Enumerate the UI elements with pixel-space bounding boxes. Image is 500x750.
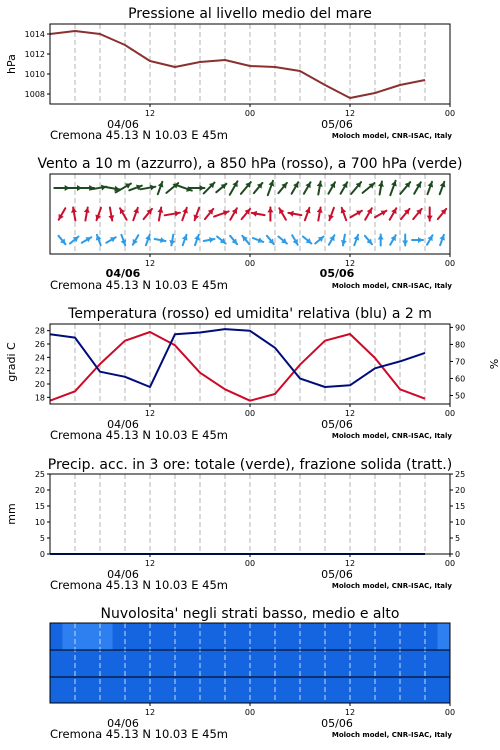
temperature-ytick-label: 28 [34, 326, 45, 336]
pressure-ytick-label: 1014 [24, 30, 45, 39]
precipitation-xtick-label: 12 [144, 559, 156, 568]
cloud-cell-basso [313, 677, 326, 703]
cloud-cell-alto [238, 623, 251, 650]
cloud-cell-medio [413, 650, 426, 677]
wind-arrow-700hpa [268, 181, 274, 195]
cloud-cell-medio [113, 650, 126, 677]
temperature-xtick-label: 00 [244, 409, 256, 418]
wind-credit: Moloch model, CNR-ISAC, Italy [331, 282, 452, 290]
wind-arrow-10m [217, 237, 226, 244]
precipitation-date-2: 05/06 [321, 568, 353, 581]
precipitation-right-ytick-label: 25 [455, 470, 466, 479]
wind-arrow-10m [412, 237, 423, 243]
cloud-cell-alto [188, 623, 201, 650]
precipitation-xtick-label: 12 [344, 559, 356, 568]
precipitation-xticks [145, 554, 455, 568]
wind-arrow-700hpa [317, 182, 323, 195]
precipitation-panel [5, 457, 465, 592]
precipitation-ytick-label: 25 [34, 470, 45, 479]
cloud-cell-alto [213, 623, 226, 650]
wind-arrow-700hpa [390, 181, 396, 195]
cloud-cell-alto [100, 623, 113, 650]
wind-arrow-850hpa [205, 209, 213, 219]
pressure-grid [75, 24, 425, 104]
pressure-yticks [25, 30, 50, 99]
cloud-cell-basso [338, 677, 351, 703]
cloud-cell-medio [250, 650, 263, 677]
cloud-cell-basso [425, 677, 438, 703]
cloud-cell-alto [413, 623, 426, 650]
temperature-ytick-label: 20 [34, 380, 45, 389]
cloud-cell-alto [438, 623, 451, 650]
precipitation-credit: Moloch model, CNR-ISAC, Italy [331, 582, 452, 590]
cloud-xtick-label: 12 [344, 708, 356, 717]
pressure-xtick-label: 12 [144, 109, 156, 118]
wind-arrow-850hpa [413, 209, 422, 219]
precipitation-ylabel: mm [5, 503, 18, 525]
temperature-yticks [35, 327, 50, 403]
cloud-cell-basso [238, 677, 251, 703]
cloud-cell-medio [400, 650, 413, 677]
cloud-cell-medio [225, 650, 238, 677]
wind-xticks [145, 254, 455, 268]
wind-arrow-head [418, 237, 423, 243]
cloud-cell-basso [300, 677, 313, 703]
temperature-date-2: 05/06 [321, 418, 353, 431]
wind-arrow-10m [106, 237, 116, 243]
cloud-location: Cremona 45.13 N 10.03 E 45m [50, 727, 228, 741]
wind-arrow-700hpa [158, 182, 164, 194]
cloud-cell-medio [200, 650, 213, 677]
wind-arrow-700hpa [341, 182, 348, 193]
wind-arrow-850hpa [288, 211, 301, 217]
precipitation-right-ytick-label: 5 [455, 534, 461, 543]
cloud-cell-basso [438, 677, 451, 703]
cloud-cell-medio [188, 650, 201, 677]
cloud-cell-basso [113, 677, 126, 703]
wind-title: Vento a 10 m (azzurro), a 850 hPa (rosso), a 700 hPa (verde) [37, 156, 463, 172]
wind-arrow-10m [133, 235, 139, 245]
cloud-cell-medio [363, 650, 376, 677]
wind-arrow-head [402, 241, 408, 246]
cloud-cell-basso [88, 677, 101, 703]
temperature-date-1: 04/06 [107, 418, 139, 431]
wind-arrow-850hpa [341, 208, 347, 220]
temperature-location: Cremona 45.13 N 10.03 E 45m [50, 428, 228, 442]
pressure-ytick-label: 1012 [24, 50, 45, 59]
cloud-cell-basso [138, 677, 151, 703]
wind-arrow-700hpa [166, 183, 178, 193]
wind-arrow-850hpa [252, 211, 265, 217]
wind-arrow-850hpa [375, 211, 386, 218]
cloud-cell-alto [50, 623, 63, 650]
wind-arrow-10m [267, 236, 274, 244]
cloud-cell-medio [163, 650, 176, 677]
humidity-ytick-label: 50 [455, 391, 466, 401]
wind-arrow-10m [82, 237, 92, 243]
wind-arrow-850hpa [317, 208, 323, 221]
cloud-cell-medio [275, 650, 288, 677]
cloud-cell-alto [113, 623, 126, 650]
wind-arrow-10m [96, 235, 102, 245]
wind-arrow-850hpa [230, 208, 237, 219]
cloud-cell-alto [200, 623, 213, 650]
temperature-line [50, 332, 425, 401]
wind-arrow-10m [278, 237, 287, 244]
cloud-cell-alto [163, 623, 176, 650]
wind-arrow-700hpa [351, 182, 361, 194]
temperature-ylabel: gradi C [5, 342, 18, 382]
pressure-xtick-label: 12 [344, 109, 356, 118]
wind-arrow-850hpa [305, 208, 311, 220]
precipitation-location: Cremona 45.13 N 10.03 E 45m [50, 578, 228, 592]
wind-arrow-700hpa [363, 183, 375, 193]
cloud-cell-medio [100, 650, 113, 677]
precipitation-title: Precip. acc. in 3 ore: totale (verde), frazione solida (tratt.) [47, 457, 453, 473]
wind-arrow-850hpa [279, 208, 286, 219]
wind-arrow-10m [70, 237, 79, 244]
pressure-ytick-label: 1010 [24, 70, 45, 79]
pressure-series [50, 31, 425, 98]
humidity-ytick-label: 90 [455, 323, 466, 333]
precipitation-right-ytick-label: 10 [455, 518, 466, 527]
temperature-xticks [145, 404, 455, 418]
wind-arrow-850hpa [390, 208, 397, 219]
precipitation-grid [75, 474, 425, 554]
wind-arrow-10m [194, 235, 200, 245]
cloud-cell-medio [425, 650, 438, 677]
cloud-cell-alto [175, 623, 188, 650]
wind-arrow-850hpa [365, 208, 372, 219]
cloud-cell-basso [325, 677, 338, 703]
humidity-ytick-label: 60 [455, 374, 466, 384]
cloud-cell-basso [225, 677, 238, 703]
cloud-cell-alto [150, 623, 163, 650]
wind-xtick-label: 00 [444, 259, 456, 268]
cloud-cell-medio [63, 650, 76, 677]
cloud-cell-alto [338, 623, 351, 650]
temperature-panel [5, 306, 500, 442]
cloud-cell-alto [275, 623, 288, 650]
cloud-cell-medio [88, 650, 101, 677]
cloud-cell-basso [200, 677, 213, 703]
humidity-ytick-label: 70 [455, 357, 466, 367]
cloud-cell-medio [238, 650, 251, 677]
wind-arrow-10m [365, 236, 372, 244]
cloud-cell-medio [338, 650, 351, 677]
wind-arrow-850hpa [133, 208, 139, 220]
wind-arrow-10m [253, 237, 263, 243]
wind-arrow-10m [354, 235, 360, 245]
pressure-date-2: 05/06 [321, 118, 353, 131]
wind-arrow-700hpa [400, 182, 410, 194]
cloud-xtick-label: 00 [444, 708, 456, 717]
wind-arrow-700hpa [292, 182, 299, 193]
wind-arrow-10m [292, 235, 298, 245]
wind-arrow-700hpa [116, 184, 131, 193]
precipitation-ytick-label: 10 [34, 518, 45, 527]
wind-arrow-700hpa [378, 182, 384, 195]
precipitation-yticks [35, 470, 50, 559]
wind-arrow-10m [121, 235, 127, 245]
wind-arrow-10m [242, 236, 249, 244]
cloud-cell-alto [88, 623, 101, 650]
wind-arrow-700hpa [230, 181, 238, 194]
cloud-cell-basso [150, 677, 163, 703]
wind-arrow-850hpa [108, 208, 114, 221]
precipitation-xtick-label: 00 [244, 559, 256, 568]
precipitation-xtick-label: 00 [444, 559, 456, 568]
cloud-cell-basso [250, 677, 263, 703]
precipitation-yticks-right [450, 470, 465, 559]
wind-arrow-850hpa [214, 210, 229, 216]
cloud-cell-alto [63, 623, 76, 650]
temperature-grid [75, 324, 425, 404]
wind-location: Cremona 45.13 N 10.03 E 45m [50, 278, 228, 292]
cloud-cell-alto [125, 623, 138, 650]
pressure-credit: Moloch model, CNR-ISAC, Italy [331, 132, 452, 140]
pressure-date-1: 04/06 [107, 118, 139, 131]
cloud-cell-medio [213, 650, 226, 677]
wind-arrow-10m [427, 235, 433, 245]
cloud-cell-alto [75, 623, 88, 650]
precipitation-right-ytick-label: 20 [455, 486, 466, 495]
wind-xtick-label: 12 [144, 259, 156, 268]
cloud-cell-basso [125, 677, 138, 703]
cloud-panel [50, 606, 455, 741]
humidity-ytick-label: 80 [455, 340, 466, 350]
wind-arrow-10m [329, 235, 335, 245]
wind-arrow-850hpa [182, 208, 188, 220]
wind-arrow-700hpa [428, 182, 434, 194]
precipitation-ytick-label: 5 [39, 534, 45, 543]
wind-arrow-850hpa [165, 211, 180, 217]
cloud-cell-alto [425, 623, 438, 650]
wind-arrow-10m [402, 235, 408, 246]
wind-arrow-850hpa [120, 208, 127, 219]
wind-arrow-850hpa [71, 208, 77, 221]
pressure-title: Pressione al livello medio del mare [128, 6, 372, 22]
cloud-cell-basso [400, 677, 413, 703]
cloud-cell-alto [363, 623, 376, 650]
wind-xtick-label: 12 [344, 259, 356, 268]
wind-arrow-10m [145, 235, 151, 245]
precipitation-ytick-label: 0 [39, 550, 45, 559]
wind-arrow-850hpa [194, 208, 200, 220]
temperature-title: Temperatura (rosso) ed umidita' relativa (blu) a 2 m [68, 306, 432, 322]
cloud-cell-alto [388, 623, 401, 650]
wind-arrow-700hpa [414, 182, 421, 193]
wind-arrow-10m [341, 235, 347, 246]
pressure-ytick-label: 1008 [24, 90, 45, 99]
precipitation-right-ytick-label: 15 [455, 502, 466, 511]
temperature-xtick-label: 12 [344, 409, 356, 418]
cloud-xtick-label: 12 [144, 708, 156, 717]
wind-arrow-10m [303, 237, 312, 244]
wind-arrow-700hpa [254, 183, 263, 193]
cloud-cell-medio [138, 650, 151, 677]
cloud-cell-alto [138, 623, 151, 650]
cloud-cell-basso [288, 677, 301, 703]
wind-arrow-850hpa [84, 208, 90, 221]
temperature-credit: Moloch model, CNR-ISAC, Italy [331, 432, 452, 440]
wind-arrow-head [267, 207, 273, 212]
precipitation-date-1: 04/06 [107, 568, 139, 581]
cloud-cell-medio [313, 650, 326, 677]
wind-arrow-10m [182, 235, 188, 245]
cloud-cell-basso [63, 677, 76, 703]
cloud-cell-alto [288, 623, 301, 650]
cloud-cell-medio [150, 650, 163, 677]
cloud-cell-basso [363, 677, 376, 703]
temperature-ytick-label: 22 [34, 366, 45, 376]
wind-panel [37, 156, 462, 292]
pressure-line [50, 31, 425, 98]
temperature-ytick-label: 18 [34, 393, 45, 403]
cloud-date-2: 05/06 [321, 717, 353, 730]
cloud-cell-alto [263, 623, 276, 650]
wind-arrow-head [200, 185, 205, 191]
wind-arrow-700hpa [328, 182, 335, 193]
wind-arrow-850hpa [427, 207, 433, 220]
cloud-cell-basso [263, 677, 276, 703]
cloud-cell-medio [375, 650, 388, 677]
temperature-ytick-label: 26 [34, 340, 45, 349]
cloud-cell-alto [313, 623, 326, 650]
wind-arrow-850hpa [59, 208, 66, 219]
cloud-xtick-label: 00 [244, 708, 256, 717]
cloud-title: Nuvolosita' negli strati basso, medio e alto [100, 606, 400, 622]
pressure-panel [5, 6, 455, 142]
wind-arrow-head [427, 216, 433, 221]
wind-arrow-700hpa [440, 182, 446, 194]
wind-xtick-label: 00 [244, 259, 256, 268]
temperature-xtick-label: 00 [444, 409, 456, 418]
cloud-cell-medio [75, 650, 88, 677]
cloud-cell-alto [300, 623, 313, 650]
cloud-cell-basso [75, 677, 88, 703]
wind-arrow-10m [439, 235, 445, 245]
cloud-cell-basso [50, 677, 63, 703]
wind-arrow-700hpa [241, 182, 251, 194]
cloud-date-1: 04/06 [107, 717, 139, 730]
cloud-cell-alto [400, 623, 413, 650]
temperature-xtick-label: 12 [144, 409, 156, 418]
wind-arrow-850hpa [267, 207, 273, 220]
wind-arrow-850hpa [401, 209, 410, 219]
cloud-cell-alto [325, 623, 338, 650]
wind-date-1: 04/06 [105, 267, 141, 280]
cloud-xticks [145, 703, 455, 717]
precipitation-ytick-label: 15 [34, 502, 45, 511]
pressure-ylabel: hPa [5, 54, 18, 74]
cloud-cell-medio [125, 650, 138, 677]
cloud-cell-basso [375, 677, 388, 703]
wind-arrow-700hpa [304, 182, 311, 193]
wind-arrow-10m [155, 237, 166, 243]
wind-date-2: 05/06 [319, 267, 355, 280]
cloud-cell-basso [413, 677, 426, 703]
cloud-cell-basso [213, 677, 226, 703]
pressure-xtick-label: 00 [444, 109, 456, 118]
precipitation-right-ytick-label: 0 [455, 550, 461, 559]
cloud-cell-medio [175, 650, 188, 677]
wind-arrow-850hpa [242, 209, 251, 219]
temperature-series [50, 329, 425, 401]
pressure-xticks [145, 104, 455, 118]
cloud-cell-basso [100, 677, 113, 703]
wind-arrow-850hpa [328, 208, 334, 220]
cloud-cell-medio [350, 650, 363, 677]
wind-arrow-850hpa [438, 209, 446, 219]
pressure-location: Cremona 45.13 N 10.03 E 45m [50, 128, 228, 142]
wind-arrow-700hpa [278, 183, 287, 193]
cloud-cell-basso [275, 677, 288, 703]
cloud-cell-medio [300, 650, 313, 677]
temperature-ytick-label: 24 [34, 353, 45, 363]
cloud-cell-medio [288, 650, 301, 677]
cloud-cell-basso [188, 677, 201, 703]
humidity-yticks [450, 323, 465, 400]
cloud-cell-alto [225, 623, 238, 650]
wind-arrow-850hpa [157, 208, 163, 221]
wind-arrow-10m [169, 235, 175, 246]
wind-arrow-10m [378, 235, 384, 246]
cloud-cell-medio [263, 650, 276, 677]
humidity-ylabel: % [487, 358, 500, 370]
cloud-cell-alto [250, 623, 263, 650]
wind-arrow-10m [315, 237, 323, 244]
cloud-cell-medio [50, 650, 63, 677]
wind-arrow-head [378, 235, 384, 240]
wind-arrow-10m [390, 235, 396, 245]
wind-arrow-850hpa [144, 209, 152, 219]
wind-arrow-10m [204, 237, 215, 243]
wind-arrow-10m [230, 236, 237, 244]
cloud-cell-medio [388, 650, 401, 677]
wind-arrow-850hpa [351, 211, 362, 218]
cloud-cell-basso [388, 677, 401, 703]
cloud-credit: Moloch model, CNR-ISAC, Italy [331, 731, 452, 739]
wind-arrow-10m [59, 236, 66, 244]
cloud-cell-basso [163, 677, 176, 703]
cloud-cell-basso [175, 677, 188, 703]
cloud-cell-alto [375, 623, 388, 650]
cloud-cell-alto [350, 623, 363, 650]
cloud-cell-basso [350, 677, 363, 703]
cloud-cell-medio [438, 650, 451, 677]
cloud-cell-medio [325, 650, 338, 677]
pressure-xtick-label: 00 [244, 109, 256, 118]
precipitation-ytick-label: 20 [34, 486, 45, 495]
